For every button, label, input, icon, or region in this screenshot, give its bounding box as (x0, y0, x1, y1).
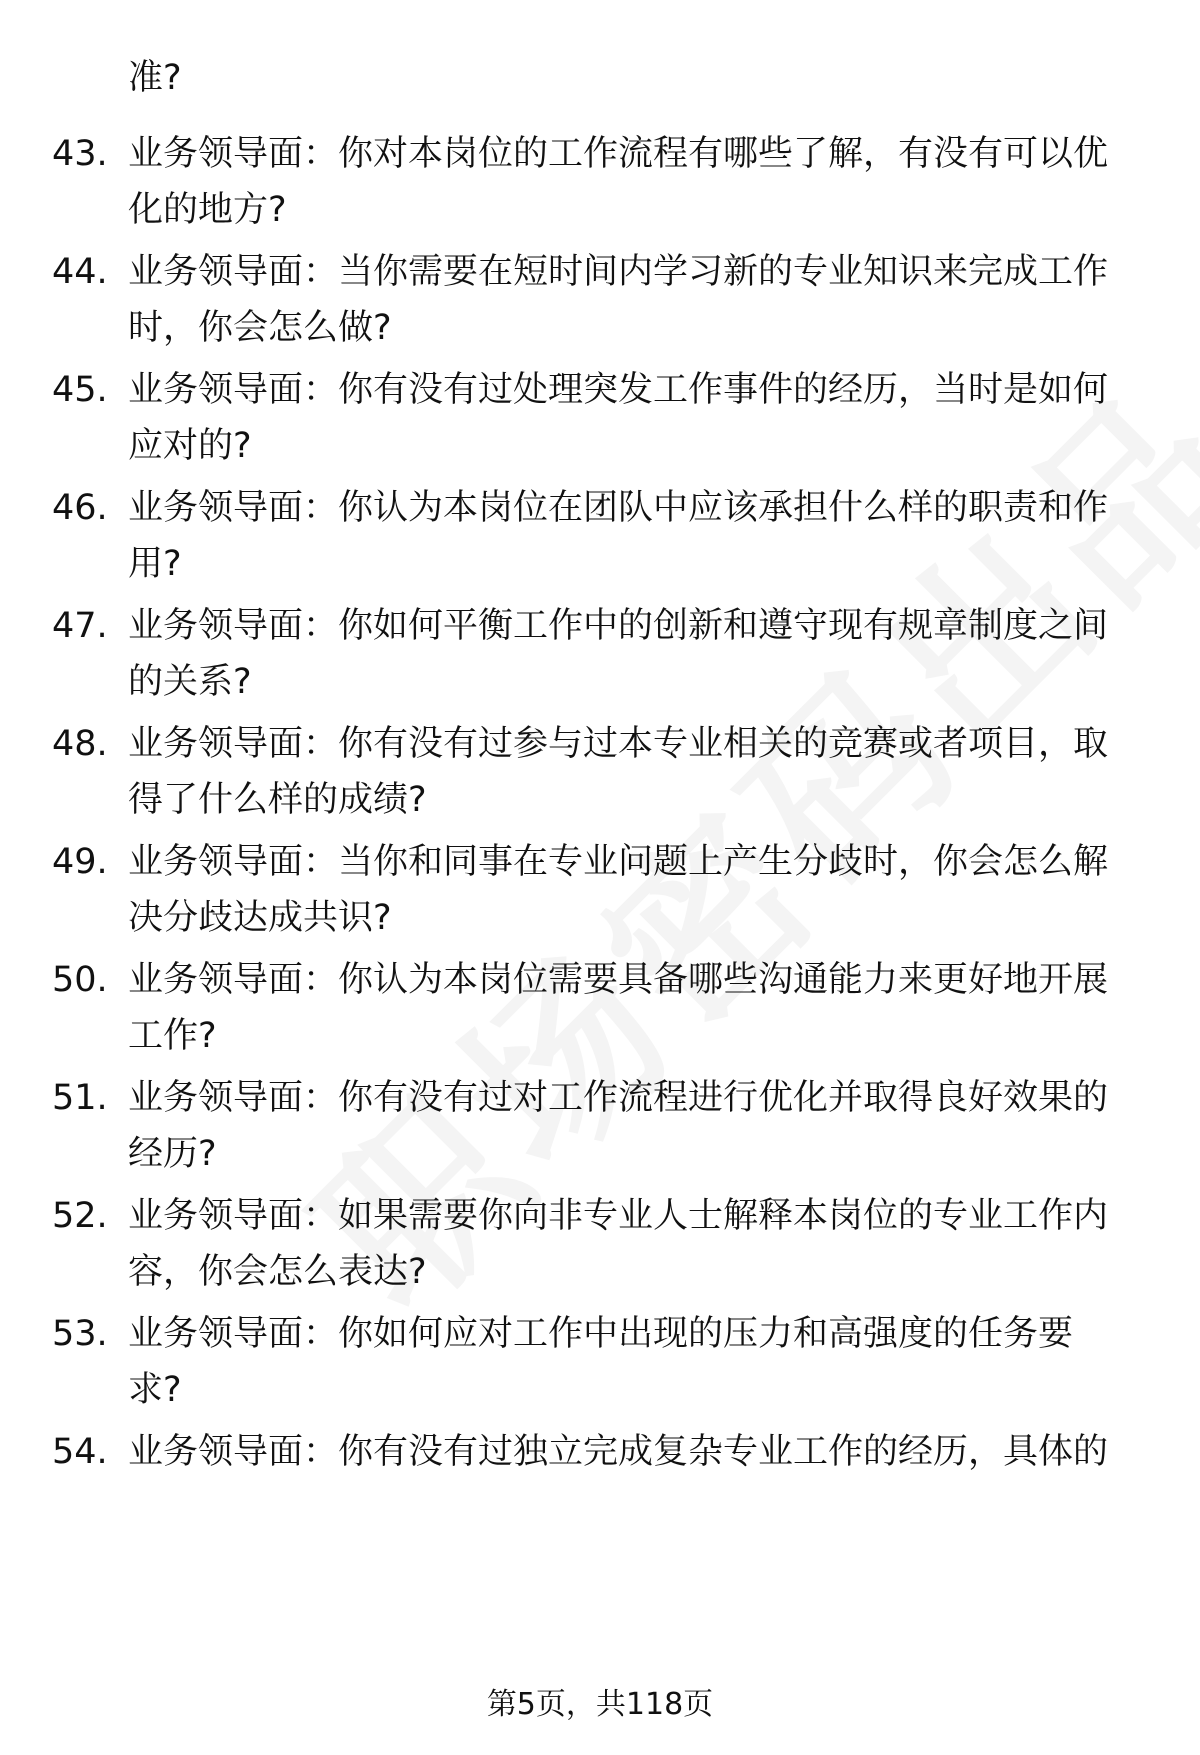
item-number: 54. (52, 1432, 108, 1472)
item-number: 51. (52, 1078, 108, 1118)
item-text-line: 经历? (128, 1134, 217, 1174)
item-number: 49. (52, 842, 108, 882)
item-text-line: 的关系? (128, 662, 252, 702)
item-text-line: 用? (128, 544, 182, 584)
item-number: 45. (52, 370, 108, 410)
item-number: 53. (52, 1314, 108, 1354)
item-text-line: 决分歧达成共识? (128, 898, 392, 938)
item-text-line: 容，你会怎么表达? (128, 1252, 427, 1292)
item-text-line: 求? (128, 1370, 182, 1410)
item-number: 50. (52, 960, 108, 1000)
item-text-line: 得了什么样的成绩? (128, 780, 427, 820)
item-text-line: 业务领导面：你认为本岗位在团队中应该承担什么样的职责和作 (128, 488, 1109, 528)
item-number: 48. (52, 724, 108, 764)
item-text-line: 业务领导面：你认为本岗位需要具备哪些沟通能力来更好地开展 (128, 960, 1109, 1000)
item-number: 47. (52, 606, 108, 646)
item-text-line: 业务领导面：你对本岗位的工作流程有哪些了解，有没有可以优 (128, 134, 1109, 174)
item-text-line: 业务领导面：你有没有过对工作流程进行优化并取得良好效果的 (128, 1078, 1109, 1118)
item-text-line: 时，你会怎么做? (128, 308, 392, 348)
item-text-line: 化的地方? (128, 190, 287, 230)
item-text-line: 业务领导面：当你和同事在专业问题上产生分歧时，你会怎么解 (128, 842, 1109, 882)
item-text-line: 业务领导面：当你需要在短时间内学习新的专业知识来完成工作 (128, 252, 1109, 292)
item-text-line: 业务领导面：如果需要你向非专业人士解释本岗位的专业工作内 (128, 1196, 1109, 1236)
item-text-line: 工作? (128, 1016, 217, 1056)
item-number: 52. (52, 1196, 108, 1236)
item-number: 44. (52, 252, 108, 292)
item-text-line: 准? (128, 58, 182, 98)
item-text-line: 业务领导面：你有没有过处理突发工作事件的经历，当时是如何 (128, 370, 1109, 410)
item-text-line: 业务领导面：你有没有过独立完成复杂专业工作的经历，具体的 (128, 1432, 1109, 1472)
item-text-line: 业务领导面：你有没有过参与过本专业相关的竞赛或者项目，取 (128, 724, 1109, 764)
item-text-line: 业务领导面：你如何应对工作中出现的压力和高强度的任务要 (128, 1314, 1074, 1354)
page-footer: 第5页，共118页 (486, 1687, 714, 1722)
item-text-line: 应对的? (128, 426, 252, 466)
item-text-line: 业务领导面：你如何平衡工作中的创新和遵守现有规章制度之间 (128, 606, 1109, 646)
item-number: 43. (52, 134, 108, 174)
item-number: 46. (52, 488, 108, 528)
